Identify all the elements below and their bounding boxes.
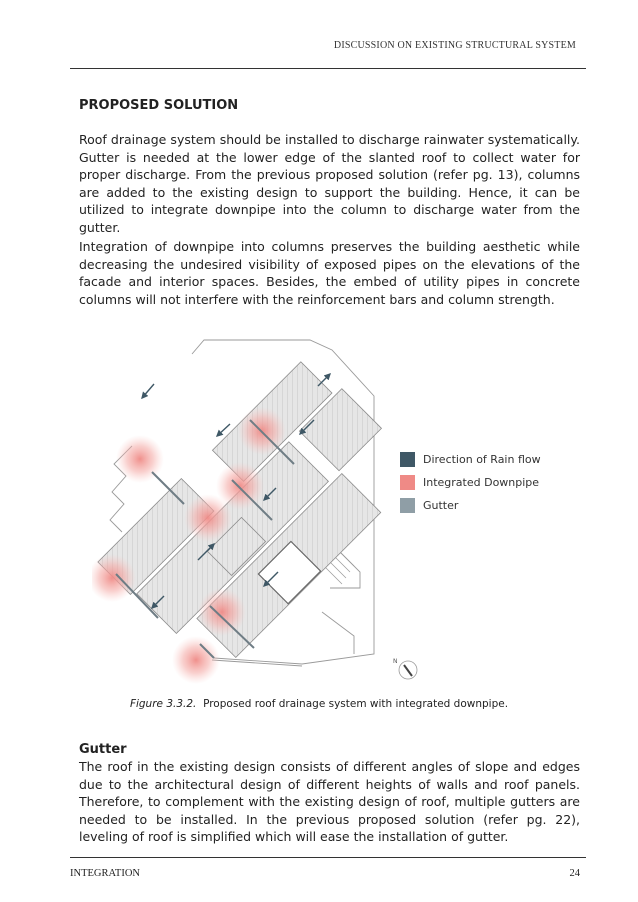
roof-drainage-plan-diagram [92,336,422,688]
north-label: N [393,658,398,665]
running-header: DISCUSSION ON EXISTING STRUCTURAL SYSTEM [333,40,576,51]
page-number: 24 [569,868,580,879]
legend-swatch-rain-flow [400,452,415,467]
legend-label-gutter: Gutter [423,499,459,512]
footer-section-label: INTEGRATION [70,868,140,879]
diagram-legend [400,452,541,521]
legend-swatch-gutter [400,498,415,513]
legend-label-rain-flow: Direction of Rain flow [423,453,541,466]
legend-label-downpipe: Integrated Downpipe [423,476,540,489]
legend-item-downpipe [400,475,541,490]
figure-caption [0,698,638,710]
legend-item-rain-flow [400,452,541,467]
paragraph-gutter: The roof in the existing design consists of different angles of slope and edges due to the architectural design of different heights of walls and roof panels. Therefore, to complement with the existing design of roof, multiple gutters are needed to be installed. In the previous proposed solution (refer pg. 22), leveling of roof is simplified which will ease the installation of gutter. [79,759,580,845]
paragraph-downpipe-integration: Integration of downpipe into columns preserves the building aesthetic while decreasing the undesired visibility of exposed pipes on the elevations of the facade and interior spaces. Besides, the embed of utility pipes in concrete columns will not interfere with the reinforcement bars and column strength. [79,239,580,307]
section-title-gutter: Gutter [79,742,127,757]
footer-rule [70,857,586,858]
legend-swatch-downpipe [400,475,415,490]
paragraph-roof-drainage: Roof drainage system should be installed to discharge rainwater systematically. Gutter is needed at the lower edge of the slanted roof to collect water for proper discharge. From the previous proposed solution (refer pg. 13), columns are added to the existing design to support the building. Hence, it can be utilized to integrate downpipe into the column to discharge water from the gutter. [79,132,580,235]
roof-panels [98,353,422,678]
north-arrow-icon [393,658,417,679]
figure-caption-text: Proposed roof drainage system with integrated downpipe. [203,698,509,710]
section-title-proposed-solution: PROPOSED SOLUTION [79,98,239,113]
header-rule [70,68,586,69]
figure-caption-label: Figure 3.3.2. [129,698,197,710]
legend-item-gutter [400,498,541,513]
